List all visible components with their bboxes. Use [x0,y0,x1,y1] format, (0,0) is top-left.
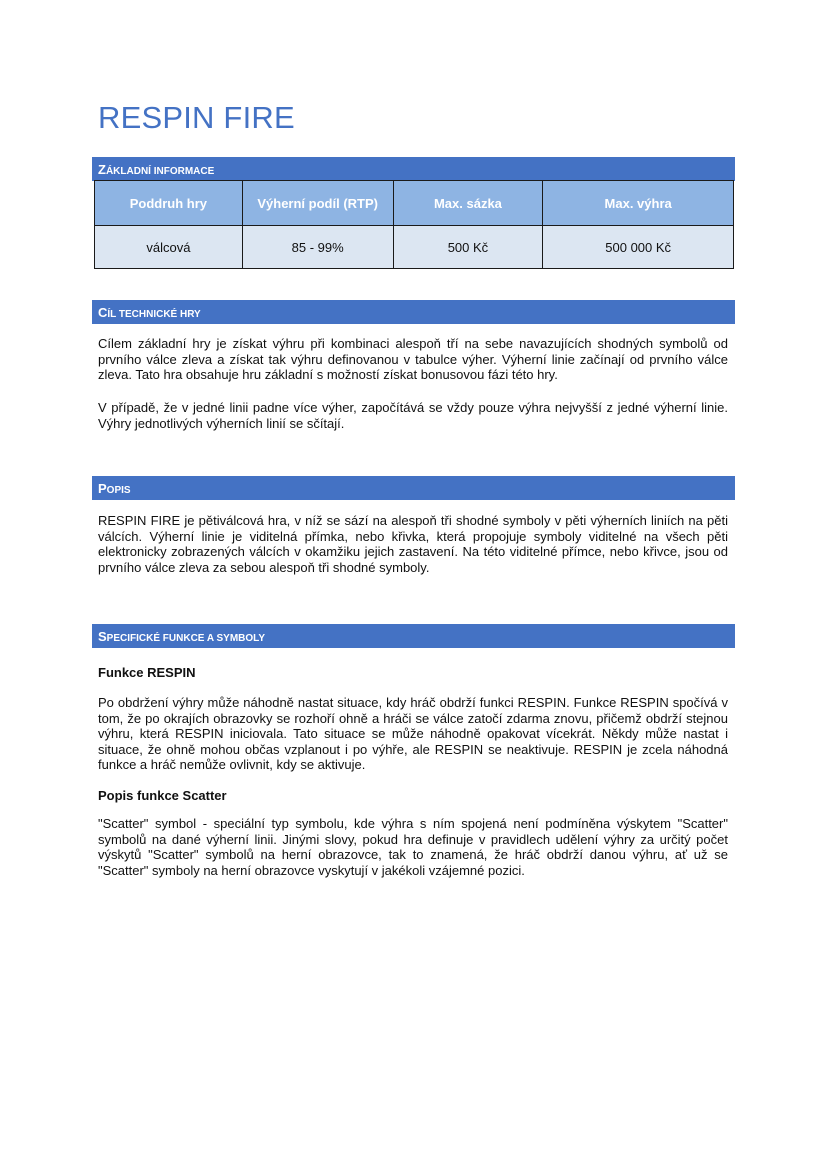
section-header-features [92,624,735,648]
section-header-cap: S [98,629,107,644]
respin-paragraph: Po obdržení výhry může náhodně nastat situace, kdy hráč obdrží funkci RESPIN. Funkce RESPIN spočívá v tom, že po okrajích obrazovky se rozhoří ohně a hráči se válce zatočí zdarma znovu, přičemž obdrží stejnou výhru, která RESPIN iniciovala. Tato situace se může náhodně opakovat vícekrát. Někdy může nastat i situace, že ohně mohou občas vzplanout i po výhře, ale RESPIN se neaktivuje. RESPIN je zcela náhodná funkce a hráč nemůže ovlivnit, kdy se aktivuje. [98,695,728,772]
scatter-paragraph: "Scatter" symbol - speciální typ symbolu, kde výhra s ním spojená není podmíněna výskytem "Scatter" symbolů na dané výherní linii. Jinými slovy, pokud hra definuje v pravidlech udělení výhry za určitý počet výskytů "Scatter" symbolů na herní obrazovce, tak to znamená, že hráč obdrží danou výhru, ať už se "Scatter" symboly na herní obrazovce vyskytují v jakékoli vzájemné pozici. [98,816,728,878]
column-header-max-win: Max. výhra [543,181,734,226]
section-header-rest: ÍL TECHNICKÉ HRY [107,309,201,320]
goal-paragraph-2: V případě, že v jedné linii padne více výher, započítává se vždy pouze výhra nejvyšší z jedné výherní linie. Výhry jednotlivých výherních linií se sčítají. [98,400,728,431]
cell-max-bet: 500 Kč [393,226,543,269]
cell-subtype: válcová [95,226,243,269]
document-title: RESPIN FIRE [98,100,295,135]
section-header-description [92,476,735,500]
section-header-cap: C [98,305,108,320]
table-row [95,226,734,269]
column-header-max-bet: Max. sázka [393,181,543,226]
section-header-cap: P [98,481,107,496]
column-header-subtype: Poddruh hry [95,181,243,226]
scatter-subheading: Popis funkce Scatter [98,788,227,803]
description-paragraph: RESPIN FIRE je pětiválcová hra, v níž se sází na alespoň tři shodné symboly v pěti výherních liniích na pěti válcích. Výherní linie je viditelná přímka, nebo křivka, která propojuje symboly viditelné na všech pěti elektronicky zobrazených válcích v okamžiku jejich zastavení. Na této viditelné přímce, nebo křivce, jsou od prvního válce zleva za sebou alespoň tři shodné symboly. [98,513,728,575]
cell-max-win: 500 000 Kč [543,226,734,269]
section-header-rest: ÁKLADNÍ INFORMACE [105,166,215,177]
basic-info-table [94,180,734,269]
respin-subheading: Funkce RESPIN [98,665,196,680]
column-header-rtp: Výherní podíl (RTP) [242,181,393,226]
section-header-basic-info [92,157,735,181]
section-header-goal [92,300,735,324]
cell-rtp: 85 - 99% [242,226,393,269]
section-header-cap: Z [98,162,106,177]
goal-paragraph-1: Cílem základní hry je získat výhru při kombinaci alespoň tří na sebe navazujících shodných symbolů od prvního válce zleva a získat tak výhru definovanou v tabulce výher. Výherní linie začínají od prvního válce zleva. Tato hra obsahuje hru základní s možností získat bonusovou fázi této hry. [98,336,728,382]
table-header-row [95,181,734,226]
section-header-rest: PECIFICKÉ FUNKCE A SYMBOLY [106,633,266,644]
section-header-rest: OPIS [106,485,131,496]
